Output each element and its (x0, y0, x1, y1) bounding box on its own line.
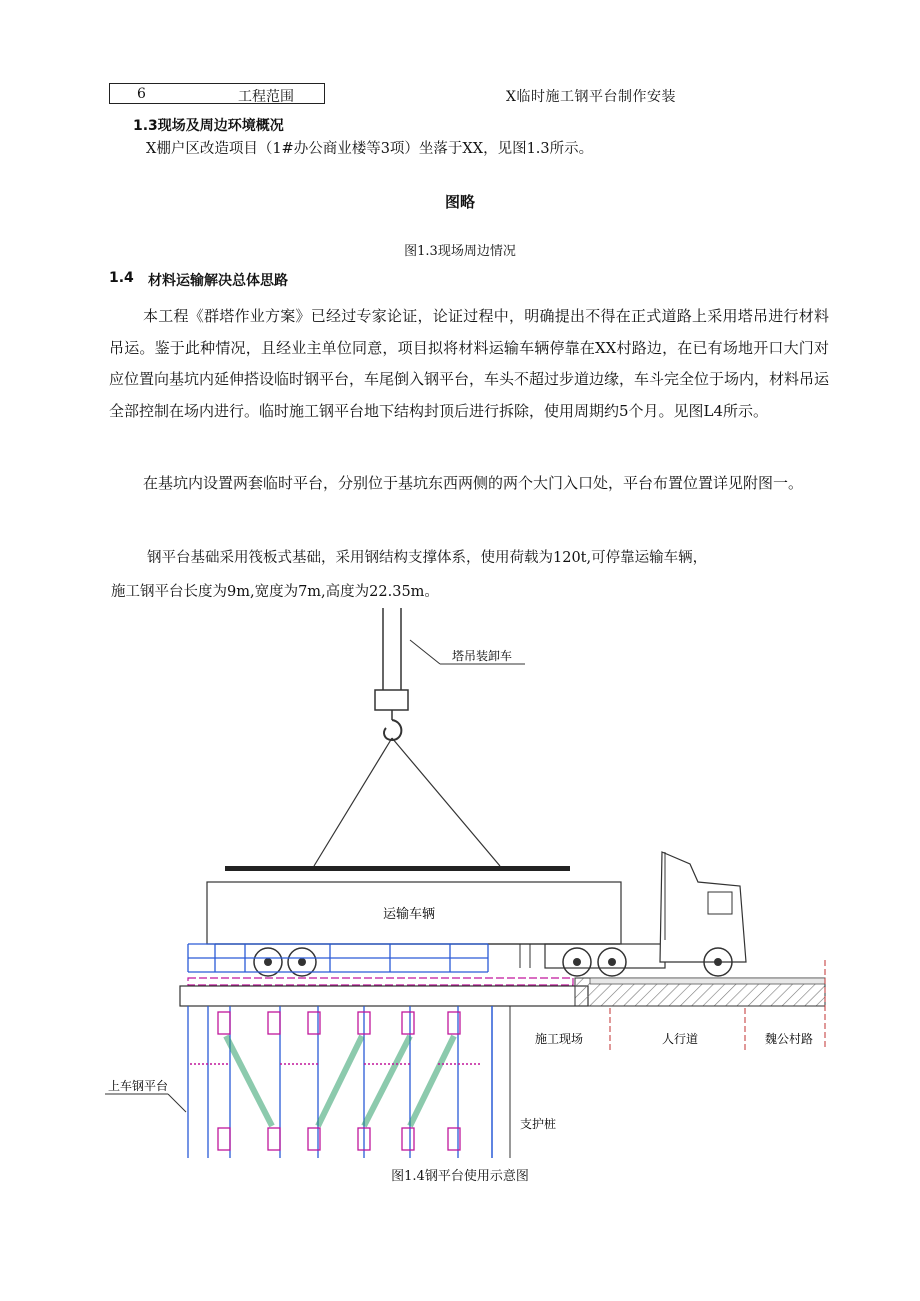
steel-beam-load (225, 866, 570, 871)
header-doc-title: X临时施工钢平台制作安装 (506, 89, 676, 105)
platform-railing (188, 944, 488, 972)
diagonal-braces (226, 1036, 454, 1126)
label-truck: 运输车辆 (383, 907, 436, 922)
paragraph-foundation-line1: 钢平台基础采用筏板式基础，采用钢结构支撑体系，使用荷载为120t,可停靠运输车辆， (147, 550, 708, 566)
section-1-3-heading: 1.3现场及周边环境概况 (133, 118, 284, 134)
trailer-chassis (215, 944, 620, 976)
header-section: 工程范围 (238, 89, 294, 105)
label-platform: 上车钢平台 (108, 1079, 169, 1093)
figure-omitted-note: 图略 (444, 193, 475, 211)
paragraph-platform-layout: 在基坑内设置两套临时平台，分别位于基坑东西两侧的两个大门入口处，平台布置位置详见附图一。 (143, 474, 804, 492)
label-road: 魏公村路 (765, 1032, 814, 1046)
page-number: 6 (137, 86, 146, 102)
label-sidewalk: 人行道 (662, 1032, 699, 1046)
section-1-4-number: 1.4 (109, 270, 134, 286)
steel-platform-diagram (0, 600, 920, 1160)
section-1-3-text: X棚户区改造项目（1#办公商业楼等3项）坐落于XX，见图1.3所示。 (146, 141, 594, 157)
platform-deck (180, 986, 588, 1006)
paragraph-foundation-line2: 施工钢平台长度为9m,宽度为7m,高度为22.35m。 (111, 584, 439, 600)
crane-hook (314, 608, 525, 866)
figure-1-3-caption: 图1.3现场周边情况 (404, 244, 516, 259)
paragraph-transport: 本工程《群塔作业方案》已经过专家论证，论证过程中，明确提出不得在正式道路上采用塔吊进行材料吊运。鉴于此种情况，且经业主单位同意，项目拟将材料运输车辆停靠在XX村路边，在已有场地开口大门对应位置向基坑内延伸搭设临时钢平台，车尾倒入钢平台，车头不超过步道边缘，车斗完全位于场内，材料吊运全部控制在场内进行。临时施工钢平台地下结构封顶后进行拆除，使用周期约5个月。见图L4所示。 (109, 307, 830, 420)
label-pile: 支护桩 (520, 1117, 557, 1131)
label-site: 施工现场 (535, 1032, 584, 1046)
label-crane: 塔吊装卸车 (452, 649, 513, 663)
section-1-4-heading: 材料运输解决总体思路 (148, 273, 288, 289)
platform-deck-top (188, 978, 573, 985)
figure-1-4-caption: 图1.4钢平台使用示意图 (391, 1169, 529, 1184)
platform-columns (188, 1006, 458, 1158)
